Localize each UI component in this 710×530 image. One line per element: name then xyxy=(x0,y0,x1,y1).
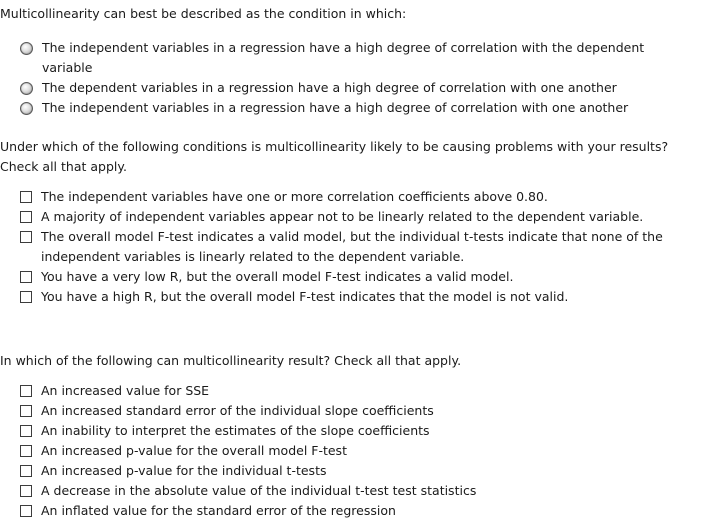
q2-option-1[interactable] xyxy=(0,187,708,207)
checkbox[interactable] xyxy=(20,385,32,397)
q3-option-6[interactable] xyxy=(0,481,708,501)
option-label[interactable]: An inflated value for the standard error of the regression xyxy=(41,503,396,518)
option-label[interactable]: The independent variables in a regression have a high degree of correlation with one another xyxy=(42,100,629,115)
option-label[interactable]: A majority of independent variables appear not to be linearly related to the dependent variable. xyxy=(41,209,644,224)
checkbox[interactable] xyxy=(20,231,32,243)
question-1 xyxy=(0,4,708,118)
option-label[interactable]: The overall model F-test indicates a valid model, but the individual t-tests indicate that none of the independent variables is linearly related to the dependent variable. xyxy=(41,229,663,264)
radio-button[interactable] xyxy=(20,82,33,95)
q3-option-1[interactable] xyxy=(0,381,708,401)
option-label[interactable]: The independent variables have one or more correlation coefficients above 0.80. xyxy=(41,189,548,204)
q3-option-4[interactable] xyxy=(0,441,708,461)
checkbox[interactable] xyxy=(20,271,32,283)
question-2-prompt: Under which of the following conditions is multicollinearity likely to be causing problems with your results? Check all that apply. xyxy=(0,139,669,174)
option-label[interactable]: The dependent variables in a regression have a high degree of correlation with one another xyxy=(42,80,617,95)
checkbox[interactable] xyxy=(20,445,32,457)
radio-button[interactable] xyxy=(20,102,33,115)
option-label[interactable]: You have a very low R, but the overall model F-test indicates a valid model. xyxy=(41,269,514,284)
q2-option-2[interactable] xyxy=(0,207,708,227)
q2-option-5[interactable] xyxy=(0,287,708,307)
question-1-options xyxy=(0,38,708,118)
checkbox[interactable] xyxy=(20,425,32,437)
option-label[interactable]: An increased standard error of the individual slope coefficients xyxy=(41,403,434,418)
checkbox[interactable] xyxy=(20,405,32,417)
q2-option-4[interactable] xyxy=(0,267,708,287)
q1-option-2[interactable] xyxy=(0,78,708,98)
question-3-prompt: In which of the following can multicollinearity result? Check all that apply. xyxy=(0,353,462,368)
checkbox[interactable] xyxy=(20,485,32,497)
q2-option-3[interactable] xyxy=(0,227,708,267)
q3-option-2[interactable] xyxy=(0,401,708,421)
q3-option-3[interactable] xyxy=(0,421,708,441)
option-label[interactable]: An increased value for SSE xyxy=(41,383,210,398)
question-2-options xyxy=(0,187,708,307)
question-2 xyxy=(0,137,708,307)
checkbox[interactable] xyxy=(20,291,32,303)
option-label[interactable]: An increased p-value for the overall model F-test xyxy=(41,443,347,458)
question-3-options xyxy=(0,381,708,521)
option-label[interactable]: An increased p-value for the individual t-tests xyxy=(41,463,327,478)
option-label[interactable]: A decrease in the absolute value of the individual t-test test statistics xyxy=(41,483,477,498)
q3-option-7[interactable] xyxy=(0,501,708,521)
checkbox[interactable] xyxy=(20,505,32,517)
q1-option-3[interactable] xyxy=(0,98,708,118)
option-label[interactable]: An inability to interpret the estimates of the slope coefficients xyxy=(41,423,430,438)
checkbox[interactable] xyxy=(20,465,32,477)
q3-option-5[interactable] xyxy=(0,461,708,481)
checkbox[interactable] xyxy=(20,211,32,223)
option-label[interactable]: The independent variables in a regression have a high degree of correlation with the dependent variable xyxy=(42,40,645,75)
radio-button[interactable] xyxy=(20,42,33,55)
q1-option-1[interactable] xyxy=(0,38,708,78)
question-1-prompt: Multicollinearity can best be described as the condition in which: xyxy=(0,6,407,21)
question-3 xyxy=(0,351,708,521)
checkbox[interactable] xyxy=(20,191,32,203)
option-label[interactable]: You have a high R, but the overall model F-test indicates that the model is not valid. xyxy=(41,289,569,304)
